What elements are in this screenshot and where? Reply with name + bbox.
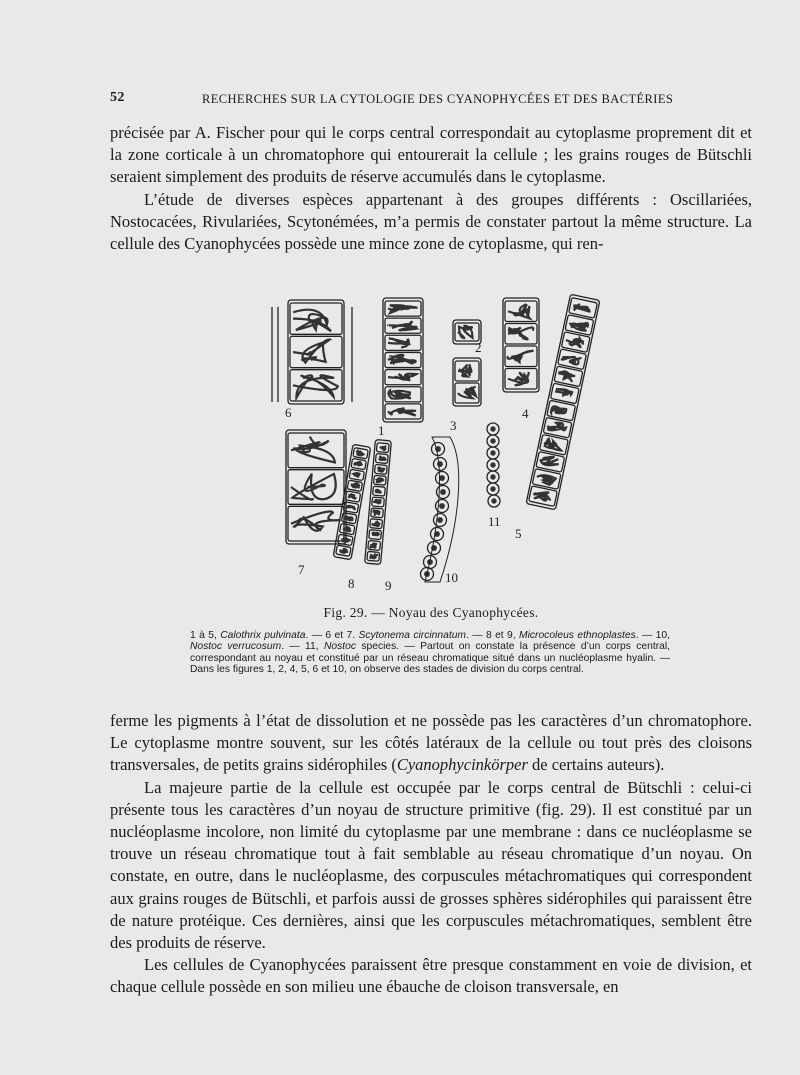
paragraph-text: de certains auteurs).: [527, 755, 665, 775]
running-title: RECHERCHES SUR LA CYTOLOGIE DES CYANOPHYCÉES ET DES BACTÉRIES: [202, 92, 674, 106]
caption-text: . — 10,: [635, 630, 670, 641]
species-name: Microcoleus ethnoplastes: [519, 630, 636, 641]
figure-cells: [272, 294, 600, 582]
caption-text: species. — Partout on constate la présence d’un corps central, correspondant au noyau et constitué par un réseau chromatique situé dans un nucléoplasme hyalin. — Dans les figures 1, 2, 4, 5, 6 et 10, on observe des stades de division du corps central.: [190, 641, 670, 676]
running-header: [110, 90, 674, 110]
figure-label: 5: [515, 526, 522, 541]
filament-11: [487, 423, 500, 507]
figure-label: 1: [378, 423, 385, 438]
paragraph: La majeure partie de la cellule est occupée par le corps central de Bütschli : celui-ci présente tous les caractères d’un noyau de structure primitive (fig. 29). Il est constitué par un nucléoplasme incolore, non limité du cytoplasme par une membrane : dans ce nucléoplasme se trouve un réseau chromatique tout à fait semblable au réseau chromatique d’un noyau. On constate, en outre, dans le nucléoplasme, des corpuscules métachromatiques qui correspondent aux grains rouges de Bütschli, et parfois aussi de grosses sphères sidérophiles qui paraissent être de nature protéique. Ces dernières, ainsi que les corpuscules métachromatiques, semblent être des produits de réserve.: [110, 777, 752, 953]
species-name: Scytonema circinnatum: [358, 630, 467, 641]
figure-label: 10: [445, 570, 458, 585]
caption-text: . — 11,: [281, 641, 324, 653]
figure-label: 11: [488, 514, 501, 529]
species-name: Calothrix pulvinata: [220, 630, 306, 641]
paragraph: Les cellules de Cyanophycées paraissent être presque constamment en voie de division, et chaque cellule possède en son milieu une ébauche de cloison transversale, en: [110, 955, 752, 997]
caption-text: . — 6 et 7.: [305, 630, 359, 641]
species-name: Nostoc: [323, 641, 357, 653]
paragraph-text: ferme les pigments à l’état de dissolution et ne possède pas les caractères d’un chromatophore. Le cytoplasme montre souvent, sur les côtés latéraux de la cellule ou tout près des cloisons transversales, de petits grains sidérophiles (: [110, 711, 752, 775]
filament-10: [421, 443, 450, 581]
caption-text: . — 8 et 9,: [466, 630, 520, 641]
species-name: Nostoc verrucosum: [190, 641, 282, 653]
text-block-top: [110, 122, 752, 255]
italic-term: Cyanophycinkörper: [396, 755, 528, 775]
figure-label: 4: [522, 406, 529, 421]
figure-label: 8: [348, 576, 355, 591]
figure-29-illustration: [260, 292, 600, 592]
filament-7: [286, 430, 346, 544]
caption-text: 1 à 5,: [190, 630, 221, 641]
filament-6: [288, 300, 344, 404]
filament-3: [453, 358, 481, 406]
figure-label: 9: [385, 578, 392, 592]
filament-8: [333, 444, 371, 559]
figure-caption-title: Fig. 29. — Noyau des Cyanophycées.: [323, 605, 539, 620]
filament-4: [503, 298, 539, 392]
paragraph: précisée par A. Fischer pour qui le corps central correspondait au cytoplasme proprement dit et la zone corticale à un chromatophore qui entourerait la cellule ; les grains rouges de Bütschli seraient simplement des produits de réserve accumulés dans le cytoplasme.: [110, 123, 752, 187]
figure-caption-body: [190, 630, 670, 676]
figure-label: 6: [285, 405, 292, 420]
page-number: 52: [110, 90, 125, 105]
figure-label: 2: [475, 340, 482, 355]
text-block-bottom: [110, 710, 752, 999]
paragraph: L’étude de diverses espèces appartenant à des groupes différents : Oscillariées, Nostocacées, Rivulariées, Scytonémées, m’a permis de constater partout la même structure. La cellule des Cyanophycées possède une mince zone de cytoplasme, qui ren-: [110, 189, 752, 254]
figure-label: 7: [298, 562, 305, 577]
paragraph: [110, 710, 752, 777]
figure-label: 3: [450, 418, 457, 433]
filament-1: [383, 298, 423, 422]
